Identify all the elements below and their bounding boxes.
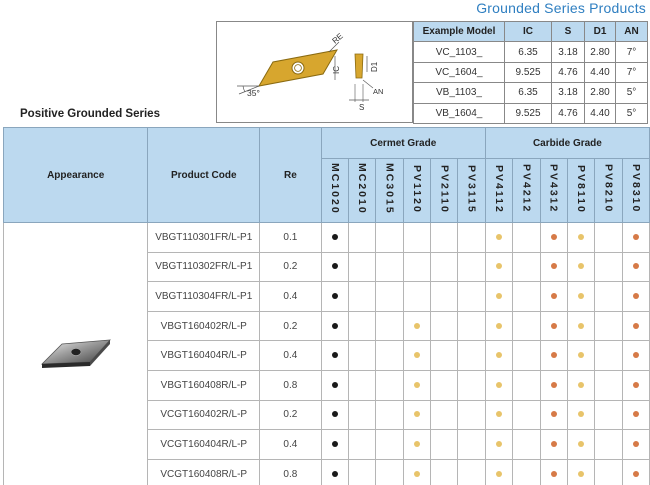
product-code-cell: VCGT160408R/L-P (148, 459, 260, 485)
availability-dot (496, 234, 502, 240)
insert-diagram (216, 21, 413, 123)
page-title: Grounded Series Products (476, 0, 646, 16)
grade-availability-cell (485, 459, 512, 485)
grade-availability-cell (485, 400, 512, 430)
example-value-cell: 3.18 (552, 42, 585, 62)
example-value-cell: 4.40 (585, 103, 616, 123)
example-model-cell: VC_1103_ (414, 42, 505, 62)
an-leader (363, 80, 373, 88)
example-model-cell: VB_1604_ (414, 103, 505, 123)
availability-dot (496, 382, 502, 388)
grade-column-header (458, 159, 485, 223)
availability-dot (414, 471, 420, 477)
grade-availability-cell (567, 282, 594, 312)
availability-dot (633, 263, 639, 269)
availability-dot (551, 293, 557, 299)
example-row (414, 103, 648, 123)
grade-availability-cell (513, 223, 540, 253)
grade-availability-cell (458, 430, 485, 460)
grade-availability-cell (349, 311, 376, 341)
grade-availability-cell (567, 223, 594, 253)
grade-availability-cell (485, 341, 512, 371)
grade-availability-cell (349, 223, 376, 253)
grade-availability-cell (431, 282, 458, 312)
grade-availability-cell (403, 311, 430, 341)
grade-availability-cell (431, 430, 458, 460)
grade-availability-cell (349, 282, 376, 312)
grade-group-header-row (4, 128, 650, 159)
availability-dot (332, 234, 338, 240)
appearance-cell (4, 223, 148, 485)
grade-availability-cell (321, 223, 348, 253)
grade-availability-cell (349, 370, 376, 400)
example-row (414, 42, 648, 62)
availability-dot (551, 382, 557, 388)
grade-availability-cell (513, 400, 540, 430)
availability-dot (633, 323, 639, 329)
grade-availability-cell (595, 223, 622, 253)
product-code-cell: VBGT160408R/L-P (148, 370, 260, 400)
example-value-cell: 2.80 (585, 83, 616, 103)
grade-availability-cell (595, 400, 622, 430)
table-row (4, 223, 650, 253)
re-header: Re (260, 128, 322, 223)
grade-availability-cell (403, 223, 430, 253)
grade-availability-cell (376, 311, 403, 341)
grade-availability-cell (376, 252, 403, 282)
availability-dot (414, 382, 420, 388)
grade-availability-cell (513, 430, 540, 460)
availability-dot (633, 411, 639, 417)
angle-label: 35° (247, 88, 260, 98)
grade-availability-cell (349, 430, 376, 460)
example-header-row (414, 22, 648, 42)
product-code-cell: VBGT160404R/L-P (148, 341, 260, 371)
grade-availability-cell (321, 370, 348, 400)
example-model-cell: VC_1604_ (414, 62, 505, 82)
availability-dot (551, 411, 557, 417)
grade-name: PV3115 (465, 164, 478, 214)
example-value-cell: 4.76 (552, 103, 585, 123)
grade-availability-cell (622, 223, 649, 253)
grade-availability-cell (321, 252, 348, 282)
example-value-cell: 4.76 (552, 62, 585, 82)
example-value-cell: 7° (616, 42, 648, 62)
re-cell: 0.2 (260, 311, 322, 341)
grade-availability-cell (349, 341, 376, 371)
product-code-cell: VBGT110304FR/L-P1 (148, 282, 260, 312)
grade-availability-cell (595, 430, 622, 460)
grade-availability-cell (431, 370, 458, 400)
availability-dot (496, 471, 502, 477)
grade-availability-cell (567, 252, 594, 282)
grade-name: PV4212 (520, 164, 533, 214)
grade-name: PV8310 (629, 164, 642, 214)
availability-dot (551, 263, 557, 269)
re-cell: 0.8 (260, 370, 322, 400)
cermet-grade-header: Cermet Grade (321, 128, 485, 159)
example-value-cell: 9.525 (505, 62, 552, 82)
grade-availability-cell (567, 341, 594, 371)
grade-availability-cell (595, 311, 622, 341)
availability-dot (578, 263, 584, 269)
appearance-header: Appearance (4, 128, 148, 223)
grade-column-header (540, 159, 567, 223)
example-header-ic: IC (505, 22, 552, 42)
grade-availability-cell (403, 252, 430, 282)
grade-availability-cell (622, 311, 649, 341)
example-model-cell: VB_1103_ (414, 83, 505, 103)
re-label: RE (330, 31, 345, 46)
grade-availability-cell (458, 252, 485, 282)
carbide-grade-header: Carbide Grade (485, 128, 649, 159)
availability-dot (332, 411, 338, 417)
example-model-table (413, 21, 648, 124)
example-header-s: S (552, 22, 585, 42)
grade-availability-cell (540, 223, 567, 253)
availability-dot (578, 293, 584, 299)
grade-availability-cell (403, 370, 430, 400)
availability-dot (633, 352, 639, 358)
availability-dot (633, 293, 639, 299)
grade-column-header (403, 159, 430, 223)
availability-dot (578, 323, 584, 329)
grade-availability-cell (513, 459, 540, 485)
grade-availability-cell (458, 459, 485, 485)
grade-availability-cell (403, 430, 430, 460)
grade-availability-cell (567, 400, 594, 430)
example-value-cell: 6.35 (505, 83, 552, 103)
grade-availability-cell (622, 341, 649, 371)
availability-dot (551, 441, 557, 447)
grade-availability-cell (458, 400, 485, 430)
grade-column-header (321, 159, 348, 223)
grade-availability-cell (595, 370, 622, 400)
grade-name: PV4312 (547, 164, 560, 214)
grade-availability-cell (458, 223, 485, 253)
grade-availability-cell (567, 370, 594, 400)
availability-dot (332, 263, 338, 269)
grade-availability-cell (376, 341, 403, 371)
grade-availability-cell (595, 282, 622, 312)
grade-availability-cell (540, 430, 567, 460)
grade-availability-cell (485, 252, 512, 282)
availability-dot (551, 323, 557, 329)
availability-dot (578, 234, 584, 240)
product-table-body (4, 223, 650, 485)
availability-dot (496, 352, 502, 358)
grade-availability-cell (513, 341, 540, 371)
availability-dot (633, 441, 639, 447)
grade-availability-cell (403, 341, 430, 371)
availability-dot (578, 441, 584, 447)
re-cell: 0.4 (260, 341, 322, 371)
grade-name: MC2010 (356, 163, 369, 215)
example-value-cell: 2.80 (585, 42, 616, 62)
grade-availability-cell (458, 370, 485, 400)
re-cell: 0.2 (260, 252, 322, 282)
grade-name: PV2110 (438, 164, 451, 214)
example-value-cell: 4.40 (585, 62, 616, 82)
grade-availability-cell (540, 341, 567, 371)
example-header-an: AN (616, 22, 648, 42)
grade-availability-cell (376, 400, 403, 430)
grade-availability-cell (567, 459, 594, 485)
grade-availability-cell (403, 400, 430, 430)
example-header-d1: D1 (585, 22, 616, 42)
grade-availability-cell (458, 341, 485, 371)
insert-image (36, 334, 116, 374)
availability-dot (414, 352, 420, 358)
availability-dot (414, 323, 420, 329)
grade-availability-cell (567, 311, 594, 341)
grade-availability-cell (513, 252, 540, 282)
example-row (414, 62, 648, 82)
grade-availability-cell (540, 370, 567, 400)
d1-label: D1 (370, 61, 379, 72)
grade-availability-cell (403, 459, 430, 485)
grade-availability-cell (622, 370, 649, 400)
grade-availability-cell (622, 282, 649, 312)
grade-availability-cell (540, 400, 567, 430)
grade-availability-cell (595, 341, 622, 371)
product-code-cell: VBGT160402R/L-P (148, 311, 260, 341)
availability-dot (578, 471, 584, 477)
insert-hole (292, 62, 304, 74)
ic-label: IC (332, 66, 341, 74)
example-row (414, 83, 648, 103)
grade-availability-cell (349, 459, 376, 485)
grade-name: MC1020 (328, 163, 341, 215)
grade-availability-cell (431, 311, 458, 341)
grade-availability-cell (321, 459, 348, 485)
grade-name: PV4112 (492, 164, 505, 214)
grade-availability-cell (595, 459, 622, 485)
insert-geometry-svg (217, 22, 412, 122)
example-value-cell: 9.525 (505, 103, 552, 123)
grade-availability-cell (458, 282, 485, 312)
grade-column-header (595, 159, 622, 223)
availability-dot (578, 352, 584, 358)
grade-name: PV8110 (575, 164, 588, 214)
re-cell: 0.8 (260, 459, 322, 485)
grade-name: PV8210 (602, 164, 615, 214)
availability-dot (551, 234, 557, 240)
example-value-cell: 6.35 (505, 42, 552, 62)
grade-column-header (485, 159, 512, 223)
grade-availability-cell (431, 400, 458, 430)
grade-availability-cell (513, 282, 540, 312)
grade-availability-cell (376, 223, 403, 253)
grade-availability-cell (540, 459, 567, 485)
product-code-cell: VCGT160404R/L-P (148, 430, 260, 460)
grade-column-header (349, 159, 376, 223)
grade-availability-cell (485, 370, 512, 400)
grade-availability-cell (321, 311, 348, 341)
product-code-cell: VBGT110302FR/L-P1 (148, 252, 260, 282)
grade-availability-cell (485, 223, 512, 253)
grade-column-header (513, 159, 540, 223)
grade-availability-cell (622, 430, 649, 460)
availability-dot (496, 263, 502, 269)
availability-dot (578, 382, 584, 388)
availability-dot (551, 352, 557, 358)
grade-availability-cell (622, 459, 649, 485)
grade-availability-cell (376, 430, 403, 460)
availability-dot (578, 411, 584, 417)
grade-availability-cell (403, 282, 430, 312)
availability-dot (551, 471, 557, 477)
availability-dot (414, 441, 420, 447)
grade-availability-cell (458, 311, 485, 341)
grade-availability-cell (376, 370, 403, 400)
product-code-cell: VBGT110301FR/L-P1 (148, 223, 260, 253)
grade-column-header (567, 159, 594, 223)
grade-name: PV1120 (410, 164, 423, 214)
grade-column-header (622, 159, 649, 223)
availability-dot (332, 382, 338, 388)
grade-availability-cell (540, 282, 567, 312)
grade-availability-cell (321, 430, 348, 460)
grade-availability-cell (431, 223, 458, 253)
grade-column-header (431, 159, 458, 223)
angle-arc (243, 86, 245, 92)
grade-availability-cell (376, 282, 403, 312)
availability-dot (496, 441, 502, 447)
grade-availability-cell (431, 341, 458, 371)
grade-availability-cell (485, 430, 512, 460)
availability-dot (633, 471, 639, 477)
product-code-cell: VCGT160402R/L-P (148, 400, 260, 430)
grade-availability-cell (540, 252, 567, 282)
example-value-cell: 7° (616, 62, 648, 82)
availability-dot (496, 323, 502, 329)
example-value-cell: 5° (616, 83, 648, 103)
re-cell: 0.4 (260, 430, 322, 460)
grade-availability-cell (349, 400, 376, 430)
an-label: AN (373, 87, 384, 96)
grade-availability-cell (431, 252, 458, 282)
example-header-model: Example Model (414, 22, 505, 42)
grade-availability-cell (321, 341, 348, 371)
grade-availability-cell (431, 459, 458, 485)
grade-availability-cell (349, 252, 376, 282)
availability-dot (332, 471, 338, 477)
grade-name: MC3015 (383, 163, 396, 215)
grade-availability-cell (595, 252, 622, 282)
grade-column-header (376, 159, 403, 223)
grade-availability-cell (485, 311, 512, 341)
grade-availability-cell (321, 282, 348, 312)
grade-availability-cell (321, 400, 348, 430)
grade-availability-cell (622, 400, 649, 430)
insert-side-view (355, 54, 363, 78)
re-cell: 0.2 (260, 400, 322, 430)
availability-dot (633, 382, 639, 388)
product-code-header: Product Code (148, 128, 260, 223)
grade-availability-cell (622, 252, 649, 282)
re-cell: 0.4 (260, 282, 322, 312)
availability-dot (332, 293, 338, 299)
section-title: Positive Grounded Series (20, 108, 160, 120)
grade-availability-cell (540, 311, 567, 341)
availability-dot (414, 411, 420, 417)
availability-dot (332, 352, 338, 358)
availability-dot (633, 234, 639, 240)
availability-dot (496, 411, 502, 417)
availability-dot (496, 293, 502, 299)
s-label: S (359, 103, 365, 112)
availability-dot (332, 441, 338, 447)
grade-availability-cell (567, 430, 594, 460)
availability-dot (332, 323, 338, 329)
grade-availability-cell (513, 311, 540, 341)
grade-availability-cell (485, 282, 512, 312)
example-value-cell: 3.18 (552, 83, 585, 103)
example-table-body (414, 42, 648, 124)
grade-availability-cell (376, 459, 403, 485)
grade-availability-cell (513, 370, 540, 400)
product-grade-table (3, 127, 650, 485)
example-value-cell: 5° (616, 103, 648, 123)
re-cell: 0.1 (260, 223, 322, 253)
